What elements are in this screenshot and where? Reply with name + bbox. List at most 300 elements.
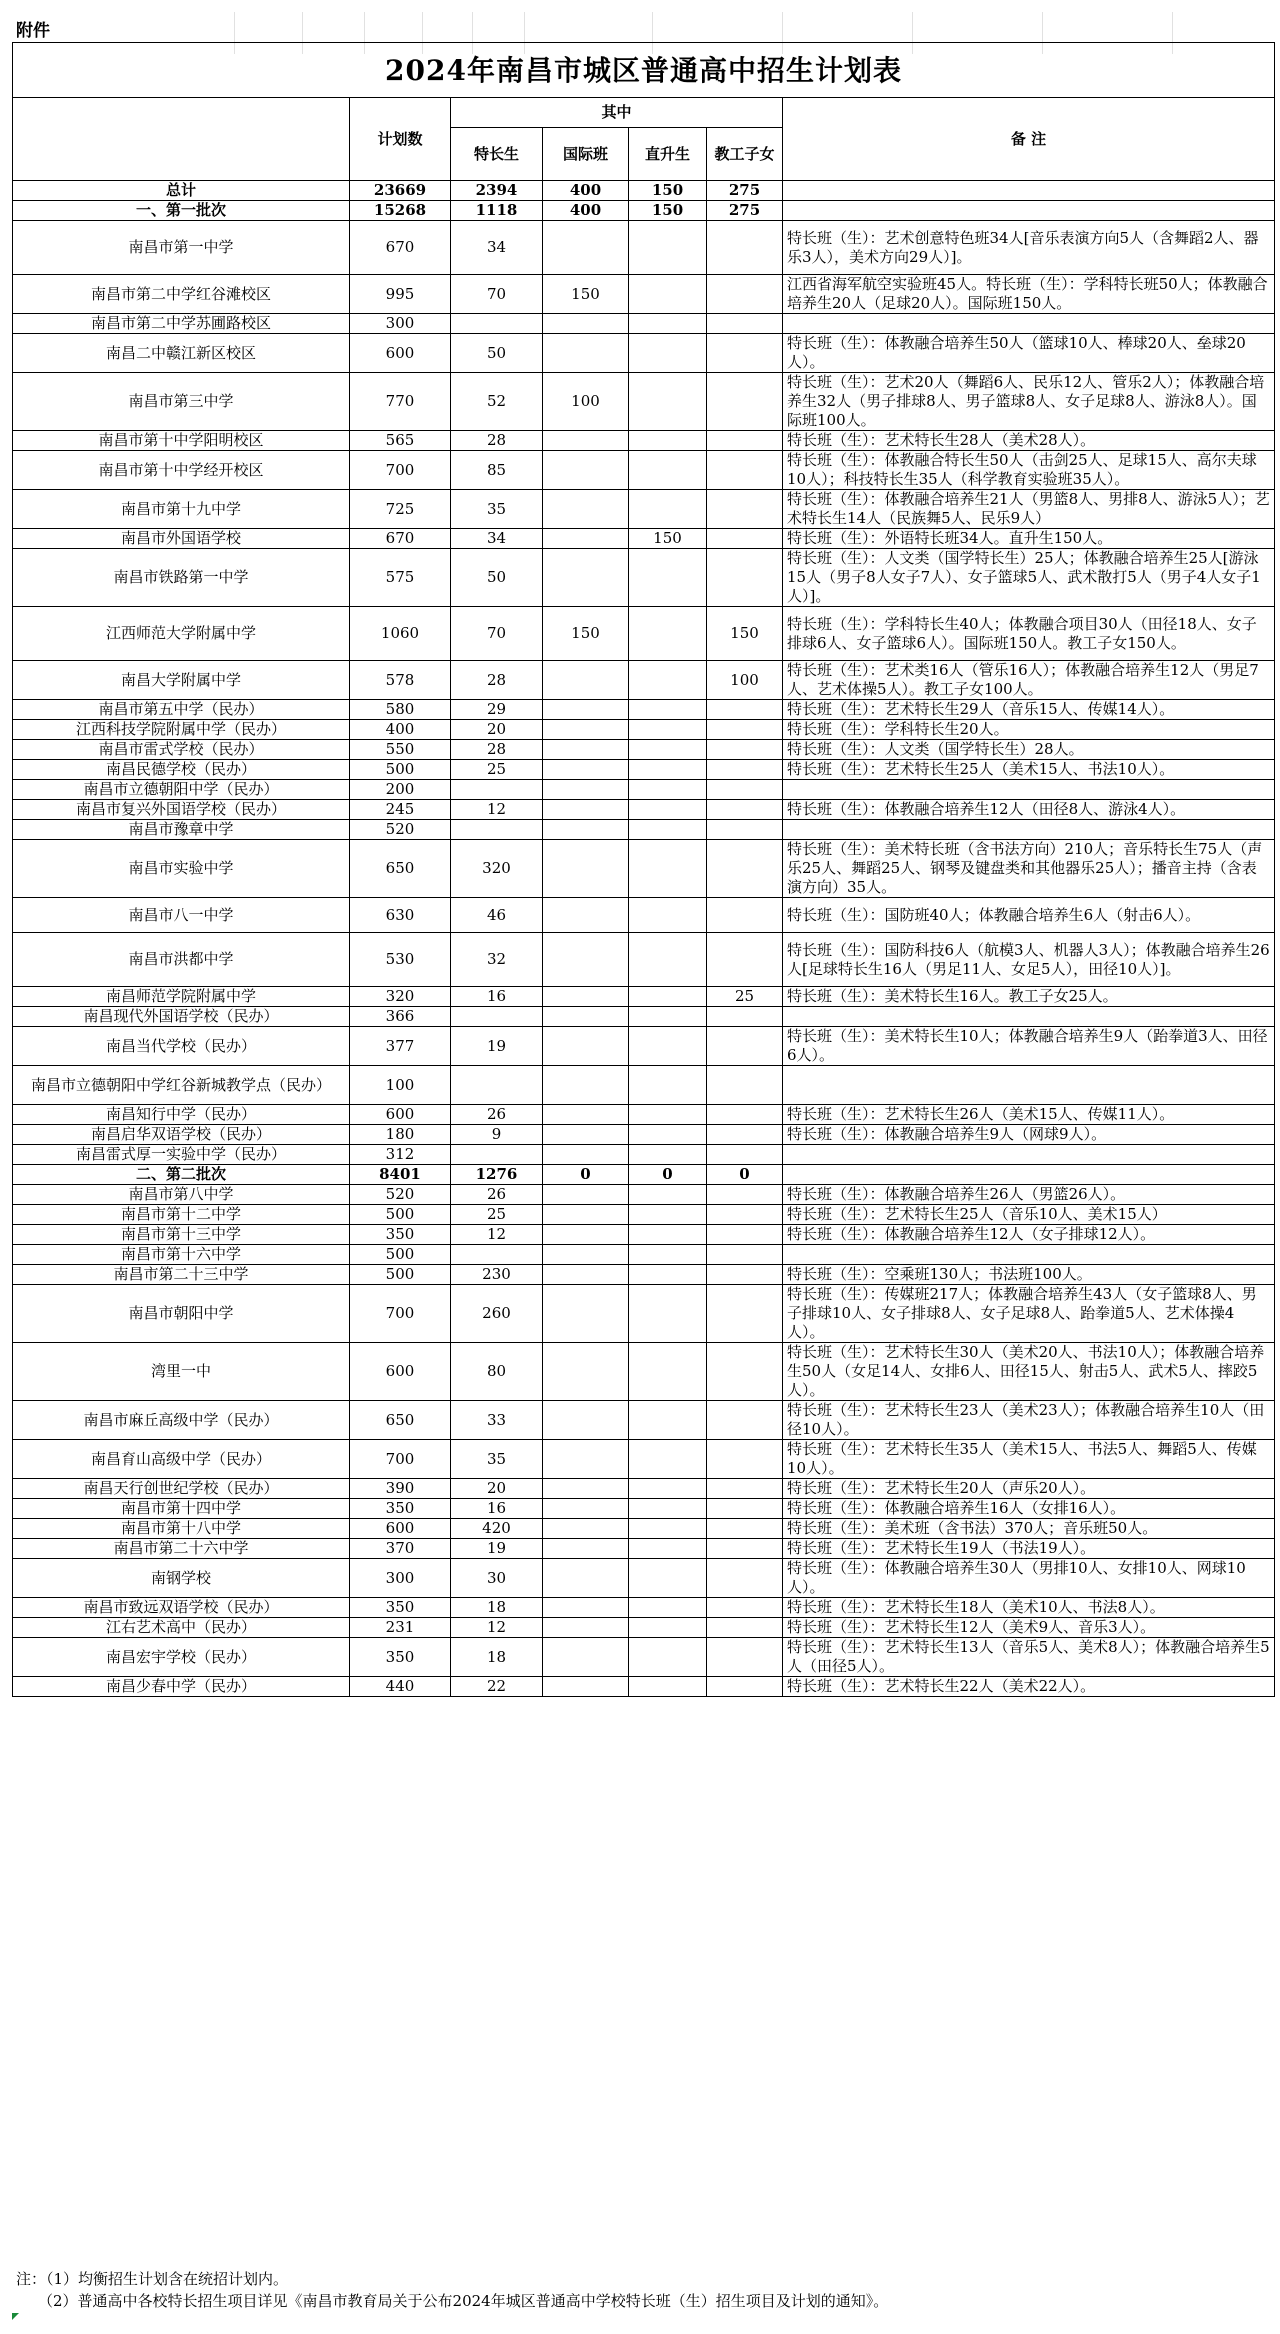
remark-cell xyxy=(783,820,1275,840)
total-label: 总计 xyxy=(13,181,350,201)
table-row xyxy=(13,1265,1275,1285)
table-row xyxy=(13,1559,1275,1598)
direct-count-cell xyxy=(629,221,707,275)
table-title: 2024年南昌市城区普通高中招生计划表 xyxy=(13,43,1275,98)
special-count-cell xyxy=(451,1245,543,1265)
special-count-cell: 85 xyxy=(451,451,543,490)
table-row xyxy=(13,740,1275,760)
table-row xyxy=(13,933,1275,987)
remark-cell: 特长班（生）：艺术特长生18人（美术10人、书法8人）。 xyxy=(783,1598,1275,1618)
school-name-cell: 南昌民德学校（民办） xyxy=(13,760,350,780)
school-name-cell: 江西科技学院附属中学（民办） xyxy=(13,720,350,740)
special-count-cell: 260 xyxy=(451,1285,543,1343)
batch2-plan: 8401 xyxy=(350,1165,451,1185)
staff-count-cell xyxy=(707,1066,783,1105)
direct-count-cell xyxy=(629,820,707,840)
plan-count-cell: 770 xyxy=(350,373,451,431)
plan-count-cell: 300 xyxy=(350,314,451,334)
staff-count-cell xyxy=(707,1205,783,1225)
cell-error-marker xyxy=(12,2313,19,2320)
school-name-cell: 南昌市第二十六中学 xyxy=(13,1539,350,1559)
remark-cell: 特长班（生）：艺术特长生22人（美术22人）。 xyxy=(783,1677,1275,1697)
table-row xyxy=(13,1343,1275,1401)
staff-count-cell xyxy=(707,898,783,933)
intl-count-cell xyxy=(543,840,629,898)
school-name-cell: 南昌启华双语学校（民办） xyxy=(13,1125,350,1145)
school-name-cell: 南昌市朝阳中学 xyxy=(13,1285,350,1343)
intl-count-cell xyxy=(543,1598,629,1618)
direct-count-cell xyxy=(629,1638,707,1677)
plan-count-cell: 650 xyxy=(350,840,451,898)
intl-count-cell xyxy=(543,1539,629,1559)
table-row xyxy=(13,1440,1275,1479)
school-name-cell: 南昌育山高级中学（民办） xyxy=(13,1440,350,1479)
header-remarks: 备 注 xyxy=(783,98,1275,181)
special-count-cell xyxy=(451,820,543,840)
table-row xyxy=(13,1125,1275,1145)
plan-count-cell: 600 xyxy=(350,1105,451,1125)
special-count-cell: 20 xyxy=(451,1479,543,1499)
direct-count-cell xyxy=(629,1205,707,1225)
attachment-label: 附件 xyxy=(16,21,50,41)
remark-cell: 特长班（生）：体教融合培养生9人（网球9人）。 xyxy=(783,1125,1275,1145)
special-count-cell: 25 xyxy=(451,760,543,780)
direct-count-cell: 150 xyxy=(629,529,707,549)
intl-count-cell xyxy=(543,1677,629,1697)
direct-count-cell xyxy=(629,451,707,490)
school-name-cell: 南昌市第一中学 xyxy=(13,221,350,275)
intl-count-cell xyxy=(543,1066,629,1105)
remark-cell: 特长班（生）：美术特长生16人。教工子女25人。 xyxy=(783,987,1275,1007)
intl-count-cell xyxy=(543,451,629,490)
table-row xyxy=(13,529,1275,549)
batch2-remark xyxy=(783,1165,1275,1185)
intl-count-cell xyxy=(543,820,629,840)
staff-count-cell xyxy=(707,1618,783,1638)
intl-count-cell xyxy=(543,1638,629,1677)
staff-count-cell xyxy=(707,1638,783,1677)
table-row xyxy=(13,1479,1275,1499)
remark-cell: 特长班（生）：体教融合培养生21人（男篮8人、男排8人、游泳5人）；艺术特长生14人（民族舞5人、民乐9人） xyxy=(783,490,1275,529)
remark-cell: 特长班（生）：体教融合培养生30人（男排10人、女排10人、网球10人）。 xyxy=(783,1559,1275,1598)
table-row xyxy=(13,661,1275,700)
table-row xyxy=(13,314,1275,334)
plan-count-cell: 575 xyxy=(350,549,451,607)
remark-cell: 特长班（生）：艺术特长生25人（音乐10人、美术15人） xyxy=(783,1205,1275,1225)
table-row xyxy=(13,700,1275,720)
direct-count-cell xyxy=(629,1401,707,1440)
special-count-cell: 80 xyxy=(451,1343,543,1401)
remark-cell: 特长班（生）：艺术20人（舞蹈6人、民乐12人、管乐2人）；体教融合培养生32人（男子排球8人、男子篮球8人、女子足球8人、游泳8人）。国际班100人。 xyxy=(783,373,1275,431)
batch1-remark xyxy=(783,201,1275,221)
plan-count-cell: 550 xyxy=(350,740,451,760)
direct-count-cell xyxy=(629,933,707,987)
batch2-label: 二、第二批次 xyxy=(13,1165,350,1185)
table-row xyxy=(13,987,1275,1007)
table-row xyxy=(13,1285,1275,1343)
school-name-cell: 南昌现代外国语学校（民办） xyxy=(13,1007,350,1027)
table-row xyxy=(13,1638,1275,1677)
direct-count-cell xyxy=(629,1245,707,1265)
special-count-cell: 35 xyxy=(451,1440,543,1479)
plan-count-cell: 578 xyxy=(350,661,451,700)
title-row xyxy=(13,43,1275,98)
school-name-cell: 南昌市复兴外国语学校（民办） xyxy=(13,800,350,820)
intl-count-cell xyxy=(543,1265,629,1285)
staff-count-cell xyxy=(707,451,783,490)
school-name-cell: 南昌二中赣江新区校区 xyxy=(13,334,350,373)
remark-cell: 特长班（生）：艺术特长生26人（美术15人、传媒11人）。 xyxy=(783,1105,1275,1125)
direct-count-cell xyxy=(629,1539,707,1559)
special-count-cell: 28 xyxy=(451,740,543,760)
intl-count-cell xyxy=(543,1185,629,1205)
special-count-cell: 34 xyxy=(451,529,543,549)
staff-count-cell xyxy=(707,529,783,549)
school-name-cell: 南昌市第十中学经开校区 xyxy=(13,451,350,490)
table-row xyxy=(13,780,1275,800)
batch1-direct: 150 xyxy=(629,201,707,221)
school-name-cell: 南昌市第三中学 xyxy=(13,373,350,431)
intl-count-cell xyxy=(543,221,629,275)
plan-count-cell: 600 xyxy=(350,1519,451,1539)
intl-count-cell xyxy=(543,987,629,1007)
special-count-cell xyxy=(451,1066,543,1105)
remark-cell: 特长班（生）：体教融合培养生12人（女子排球12人）。 xyxy=(783,1225,1275,1245)
direct-count-cell xyxy=(629,1007,707,1027)
direct-count-cell xyxy=(629,549,707,607)
plan-count-cell: 700 xyxy=(350,1285,451,1343)
total-row xyxy=(13,181,1275,201)
plan-count-cell: 500 xyxy=(350,1205,451,1225)
plan-count-cell: 200 xyxy=(350,780,451,800)
table-row xyxy=(13,1225,1275,1245)
batch2-row xyxy=(13,1165,1275,1185)
intl-count-cell xyxy=(543,700,629,720)
total-remark xyxy=(783,181,1275,201)
staff-count-cell xyxy=(707,490,783,529)
staff-count-cell xyxy=(707,314,783,334)
remark-cell: 特长班（生）：体教融合培养生12人（田径8人、游泳4人）。 xyxy=(783,800,1275,820)
special-count-cell: 50 xyxy=(451,549,543,607)
special-count-cell: 19 xyxy=(451,1027,543,1066)
school-name-cell: 南昌市第二十三中学 xyxy=(13,1265,350,1285)
staff-count-cell xyxy=(707,840,783,898)
staff-count-cell xyxy=(707,1285,783,1343)
table-row xyxy=(13,820,1275,840)
direct-count-cell xyxy=(629,334,707,373)
intl-count-cell xyxy=(543,1499,629,1519)
staff-count-cell xyxy=(707,1499,783,1519)
plan-count-cell: 650 xyxy=(350,1401,451,1440)
batch1-special: 1118 xyxy=(451,201,543,221)
direct-count-cell xyxy=(629,1265,707,1285)
remark-cell: 特长班（生）：美术班（含书法）370人；音乐班50人。 xyxy=(783,1519,1275,1539)
header-among: 其中 xyxy=(451,98,783,128)
plan-count-cell: 100 xyxy=(350,1066,451,1105)
direct-count-cell xyxy=(629,1185,707,1205)
plan-count-cell: 366 xyxy=(350,1007,451,1027)
intl-count-cell xyxy=(543,1479,629,1499)
special-count-cell: 16 xyxy=(451,1499,543,1519)
school-name-cell: 南昌市铁路第一中学 xyxy=(13,549,350,607)
plan-count-cell: 300 xyxy=(350,1559,451,1598)
direct-count-cell xyxy=(629,373,707,431)
plan-count-cell: 520 xyxy=(350,820,451,840)
special-count-cell: 12 xyxy=(451,800,543,820)
plan-count-cell: 670 xyxy=(350,221,451,275)
remark-cell: 特长班（生）：国防科技6人（航模3人、机器人3人）；体教融合培养生26人[足球特长生16人（男足11人、女足5人），田径10人）]。 xyxy=(783,933,1275,987)
special-count-cell: 35 xyxy=(451,490,543,529)
direct-count-cell xyxy=(629,1499,707,1519)
special-count-cell xyxy=(451,314,543,334)
intl-count-cell xyxy=(543,740,629,760)
batch2-staff: 0 xyxy=(707,1165,783,1185)
table-row xyxy=(13,840,1275,898)
direct-count-cell xyxy=(629,987,707,1007)
plan-count-cell: 565 xyxy=(350,431,451,451)
staff-count-cell xyxy=(707,1598,783,1618)
direct-count-cell xyxy=(629,1027,707,1066)
remark-cell: 特长班（生）：艺术特长生12人（美术9人、音乐3人）。 xyxy=(783,1618,1275,1638)
intl-count-cell xyxy=(543,1225,629,1245)
school-name-cell: 南昌市立德朝阳中学（民办） xyxy=(13,780,350,800)
plan-count-cell: 312 xyxy=(350,1145,451,1165)
staff-count-cell: 25 xyxy=(707,987,783,1007)
total-special: 2394 xyxy=(451,181,543,201)
school-name-cell: 南昌少春中学（民办） xyxy=(13,1677,350,1697)
direct-count-cell xyxy=(629,1479,707,1499)
table-row xyxy=(13,1205,1275,1225)
special-count-cell xyxy=(451,780,543,800)
plan-count-cell: 320 xyxy=(350,987,451,1007)
staff-count-cell xyxy=(707,1265,783,1285)
staff-count-cell xyxy=(707,221,783,275)
staff-count-cell xyxy=(707,334,783,373)
staff-count-cell xyxy=(707,1479,783,1499)
remark-cell: 特长班（生）：艺术特长生13人（音乐5人、美术8人）；体教融合培养生5人（田径5人）。 xyxy=(783,1638,1275,1677)
plan-count-cell: 350 xyxy=(350,1598,451,1618)
intl-count-cell xyxy=(543,1125,629,1145)
table-row xyxy=(13,221,1275,275)
remark-cell: 特长班（生）：艺术类16人（管乐16人）；体教融合培养生12人（男足7人、艺术体操5人）。教工子女100人。 xyxy=(783,661,1275,700)
table-row xyxy=(13,1245,1275,1265)
plan-count-cell: 377 xyxy=(350,1027,451,1066)
plan-count-cell: 725 xyxy=(350,490,451,529)
intl-count-cell xyxy=(543,720,629,740)
intl-count-cell xyxy=(543,933,629,987)
staff-count-cell: 150 xyxy=(707,607,783,661)
remark-cell: 特长班（生）：艺术特长生30人（美术20人、书法10人）；体教融合培养生50人（女足14人、女排6人、田径15人、射击5人、武术5人、摔跤5人）。 xyxy=(783,1343,1275,1401)
plan-count-cell: 350 xyxy=(350,1225,451,1245)
table-row xyxy=(13,720,1275,740)
remark-cell: 特长班（生）：国防班40人；体教融合培养生6人（射击6人）。 xyxy=(783,898,1275,933)
staff-count-cell: 100 xyxy=(707,661,783,700)
intl-count-cell xyxy=(543,1285,629,1343)
school-name-cell: 南钢学校 xyxy=(13,1559,350,1598)
table-row xyxy=(13,275,1275,314)
table-row xyxy=(13,1066,1275,1105)
intl-count-cell xyxy=(543,1007,629,1027)
intl-count-cell xyxy=(543,431,629,451)
school-name-cell: 南昌天行创世纪学校（民办） xyxy=(13,1479,350,1499)
plan-count-cell: 530 xyxy=(350,933,451,987)
school-name-cell: 南昌宏宇学校（民办） xyxy=(13,1638,350,1677)
table-row xyxy=(13,1401,1275,1440)
plan-count-cell: 1060 xyxy=(350,607,451,661)
school-name-cell: 南昌市第十四中学 xyxy=(13,1499,350,1519)
school-name-cell: 南昌大学附属中学 xyxy=(13,661,350,700)
intl-count-cell xyxy=(543,1027,629,1066)
special-count-cell: 19 xyxy=(451,1539,543,1559)
remark-cell: 特长班（生）：艺术特长生29人（音乐15人、传媒14人）。 xyxy=(783,700,1275,720)
school-name-cell: 南昌市第十二中学 xyxy=(13,1205,350,1225)
remark-cell: 特长班（生）：人文类（国学特长生）28人。 xyxy=(783,740,1275,760)
staff-count-cell xyxy=(707,1245,783,1265)
school-name-cell: 江西师范大学附属中学 xyxy=(13,607,350,661)
intl-count-cell xyxy=(543,1618,629,1638)
special-count-cell: 28 xyxy=(451,431,543,451)
batch2-special: 1276 xyxy=(451,1165,543,1185)
batch1-plan: 15268 xyxy=(350,201,451,221)
direct-count-cell xyxy=(629,1145,707,1165)
special-count-cell: 29 xyxy=(451,700,543,720)
intl-count-cell: 150 xyxy=(543,275,629,314)
direct-count-cell xyxy=(629,1618,707,1638)
school-name-cell: 南昌市第八中学 xyxy=(13,1185,350,1205)
table-row xyxy=(13,431,1275,451)
school-name-cell: 南昌市雷式学校（民办） xyxy=(13,740,350,760)
school-name-cell: 南昌市致远双语学校（民办） xyxy=(13,1598,350,1618)
direct-count-cell xyxy=(629,1598,707,1618)
intl-count-cell xyxy=(543,1245,629,1265)
staff-count-cell xyxy=(707,760,783,780)
total-staff: 275 xyxy=(707,181,783,201)
remark-cell: 特长班（生）：传媒班217人；体教融合培养生43人（女子篮球8人、男子排球10人、女子排球8人、女子足球8人、跆拳道5人、艺术体操4人）。 xyxy=(783,1285,1275,1343)
remark-cell: 特长班（生）：体教融合特长生50人（击剑25人、足球15人、高尔夫球10人）；科技特长生35人（科学教育实验班35人）。 xyxy=(783,451,1275,490)
plan-count-cell: 670 xyxy=(350,529,451,549)
intl-count-cell: 150 xyxy=(543,607,629,661)
remark-cell: 特长班（生）：体教融合培养生16人（女排16人）。 xyxy=(783,1499,1275,1519)
school-name-cell: 南昌市第十八中学 xyxy=(13,1519,350,1539)
plan-count-cell: 700 xyxy=(350,1440,451,1479)
staff-count-cell xyxy=(707,1185,783,1205)
remark-cell xyxy=(783,1145,1275,1165)
staff-count-cell xyxy=(707,1225,783,1245)
intl-count-cell xyxy=(543,334,629,373)
special-count-cell: 420 xyxy=(451,1519,543,1539)
staff-count-cell xyxy=(707,1007,783,1027)
school-name-cell: 南昌市第十六中学 xyxy=(13,1245,350,1265)
special-count-cell: 26 xyxy=(451,1185,543,1205)
special-count-cell xyxy=(451,1145,543,1165)
special-count-cell: 70 xyxy=(451,275,543,314)
table-row xyxy=(13,1618,1275,1638)
intl-count-cell xyxy=(543,314,629,334)
staff-count-cell xyxy=(707,431,783,451)
intl-count-cell xyxy=(543,1401,629,1440)
school-name-cell: 南昌市洪都中学 xyxy=(13,933,350,987)
special-count-cell: 18 xyxy=(451,1598,543,1618)
special-count-cell: 32 xyxy=(451,933,543,987)
direct-count-cell xyxy=(629,1519,707,1539)
intl-count-cell xyxy=(543,760,629,780)
school-name-cell: 南昌市第二中学红谷滩校区 xyxy=(13,275,350,314)
direct-count-cell xyxy=(629,720,707,740)
remark-cell: 江西省海军航空实验班45人。特长班（生）：学科特长班50人；体教融合培养生20人（足球20人）。国际班150人。 xyxy=(783,275,1275,314)
intl-count-cell xyxy=(543,1440,629,1479)
plan-count-cell: 370 xyxy=(350,1539,451,1559)
special-count-cell: 34 xyxy=(451,221,543,275)
plan-count-cell: 400 xyxy=(350,720,451,740)
direct-count-cell xyxy=(629,1225,707,1245)
staff-count-cell xyxy=(707,720,783,740)
school-name-cell: 南昌市外国语学校 xyxy=(13,529,350,549)
direct-count-cell xyxy=(629,1066,707,1105)
direct-count-cell xyxy=(629,760,707,780)
direct-count-cell xyxy=(629,740,707,760)
plan-count-cell: 350 xyxy=(350,1638,451,1677)
staff-count-cell xyxy=(707,1677,783,1697)
table-row xyxy=(13,898,1275,933)
special-count-cell: 20 xyxy=(451,720,543,740)
table-row xyxy=(13,1185,1275,1205)
special-count-cell: 30 xyxy=(451,1559,543,1598)
plan-count-cell: 180 xyxy=(350,1125,451,1145)
school-name-cell: 南昌市麻丘高级中学（民办） xyxy=(13,1401,350,1440)
plan-count-cell: 390 xyxy=(350,1479,451,1499)
plan-count-cell: 245 xyxy=(350,800,451,820)
intl-count-cell xyxy=(543,800,629,820)
direct-count-cell xyxy=(629,780,707,800)
direct-count-cell xyxy=(629,661,707,700)
staff-count-cell xyxy=(707,549,783,607)
header-name-cell xyxy=(13,98,350,181)
plan-count-cell: 600 xyxy=(350,1343,451,1401)
special-count-cell: 22 xyxy=(451,1677,543,1697)
remark-cell: 特长班（生）：艺术特长生28人（美术28人）。 xyxy=(783,431,1275,451)
table-row xyxy=(13,373,1275,431)
special-count-cell: 320 xyxy=(451,840,543,898)
intl-count-cell xyxy=(543,1519,629,1539)
table-row xyxy=(13,1145,1275,1165)
remark-cell: 特长班（生）：体教融合培养生26人（男篮26人）。 xyxy=(783,1185,1275,1205)
staff-count-cell xyxy=(707,740,783,760)
table-row xyxy=(13,451,1275,490)
direct-count-cell xyxy=(629,898,707,933)
direct-count-cell xyxy=(629,314,707,334)
special-count-cell: 230 xyxy=(451,1265,543,1285)
table-row xyxy=(13,549,1275,607)
staff-count-cell xyxy=(707,1027,783,1066)
staff-count-cell xyxy=(707,800,783,820)
header-direct: 直升生 xyxy=(629,128,707,181)
staff-count-cell xyxy=(707,1440,783,1479)
direct-count-cell xyxy=(629,1559,707,1598)
staff-count-cell xyxy=(707,1105,783,1125)
staff-count-cell xyxy=(707,1343,783,1401)
school-name-cell: 南昌市第十九中学 xyxy=(13,490,350,529)
header-intl: 国际班 xyxy=(543,128,629,181)
direct-count-cell xyxy=(629,840,707,898)
school-name-cell: 南昌市第五中学（民办） xyxy=(13,700,350,720)
plan-count-cell: 700 xyxy=(350,451,451,490)
remark-cell xyxy=(783,314,1275,334)
table-row xyxy=(13,1027,1275,1066)
table-row xyxy=(13,1105,1275,1125)
staff-count-cell xyxy=(707,933,783,987)
table-row xyxy=(13,334,1275,373)
special-count-cell: 26 xyxy=(451,1105,543,1125)
